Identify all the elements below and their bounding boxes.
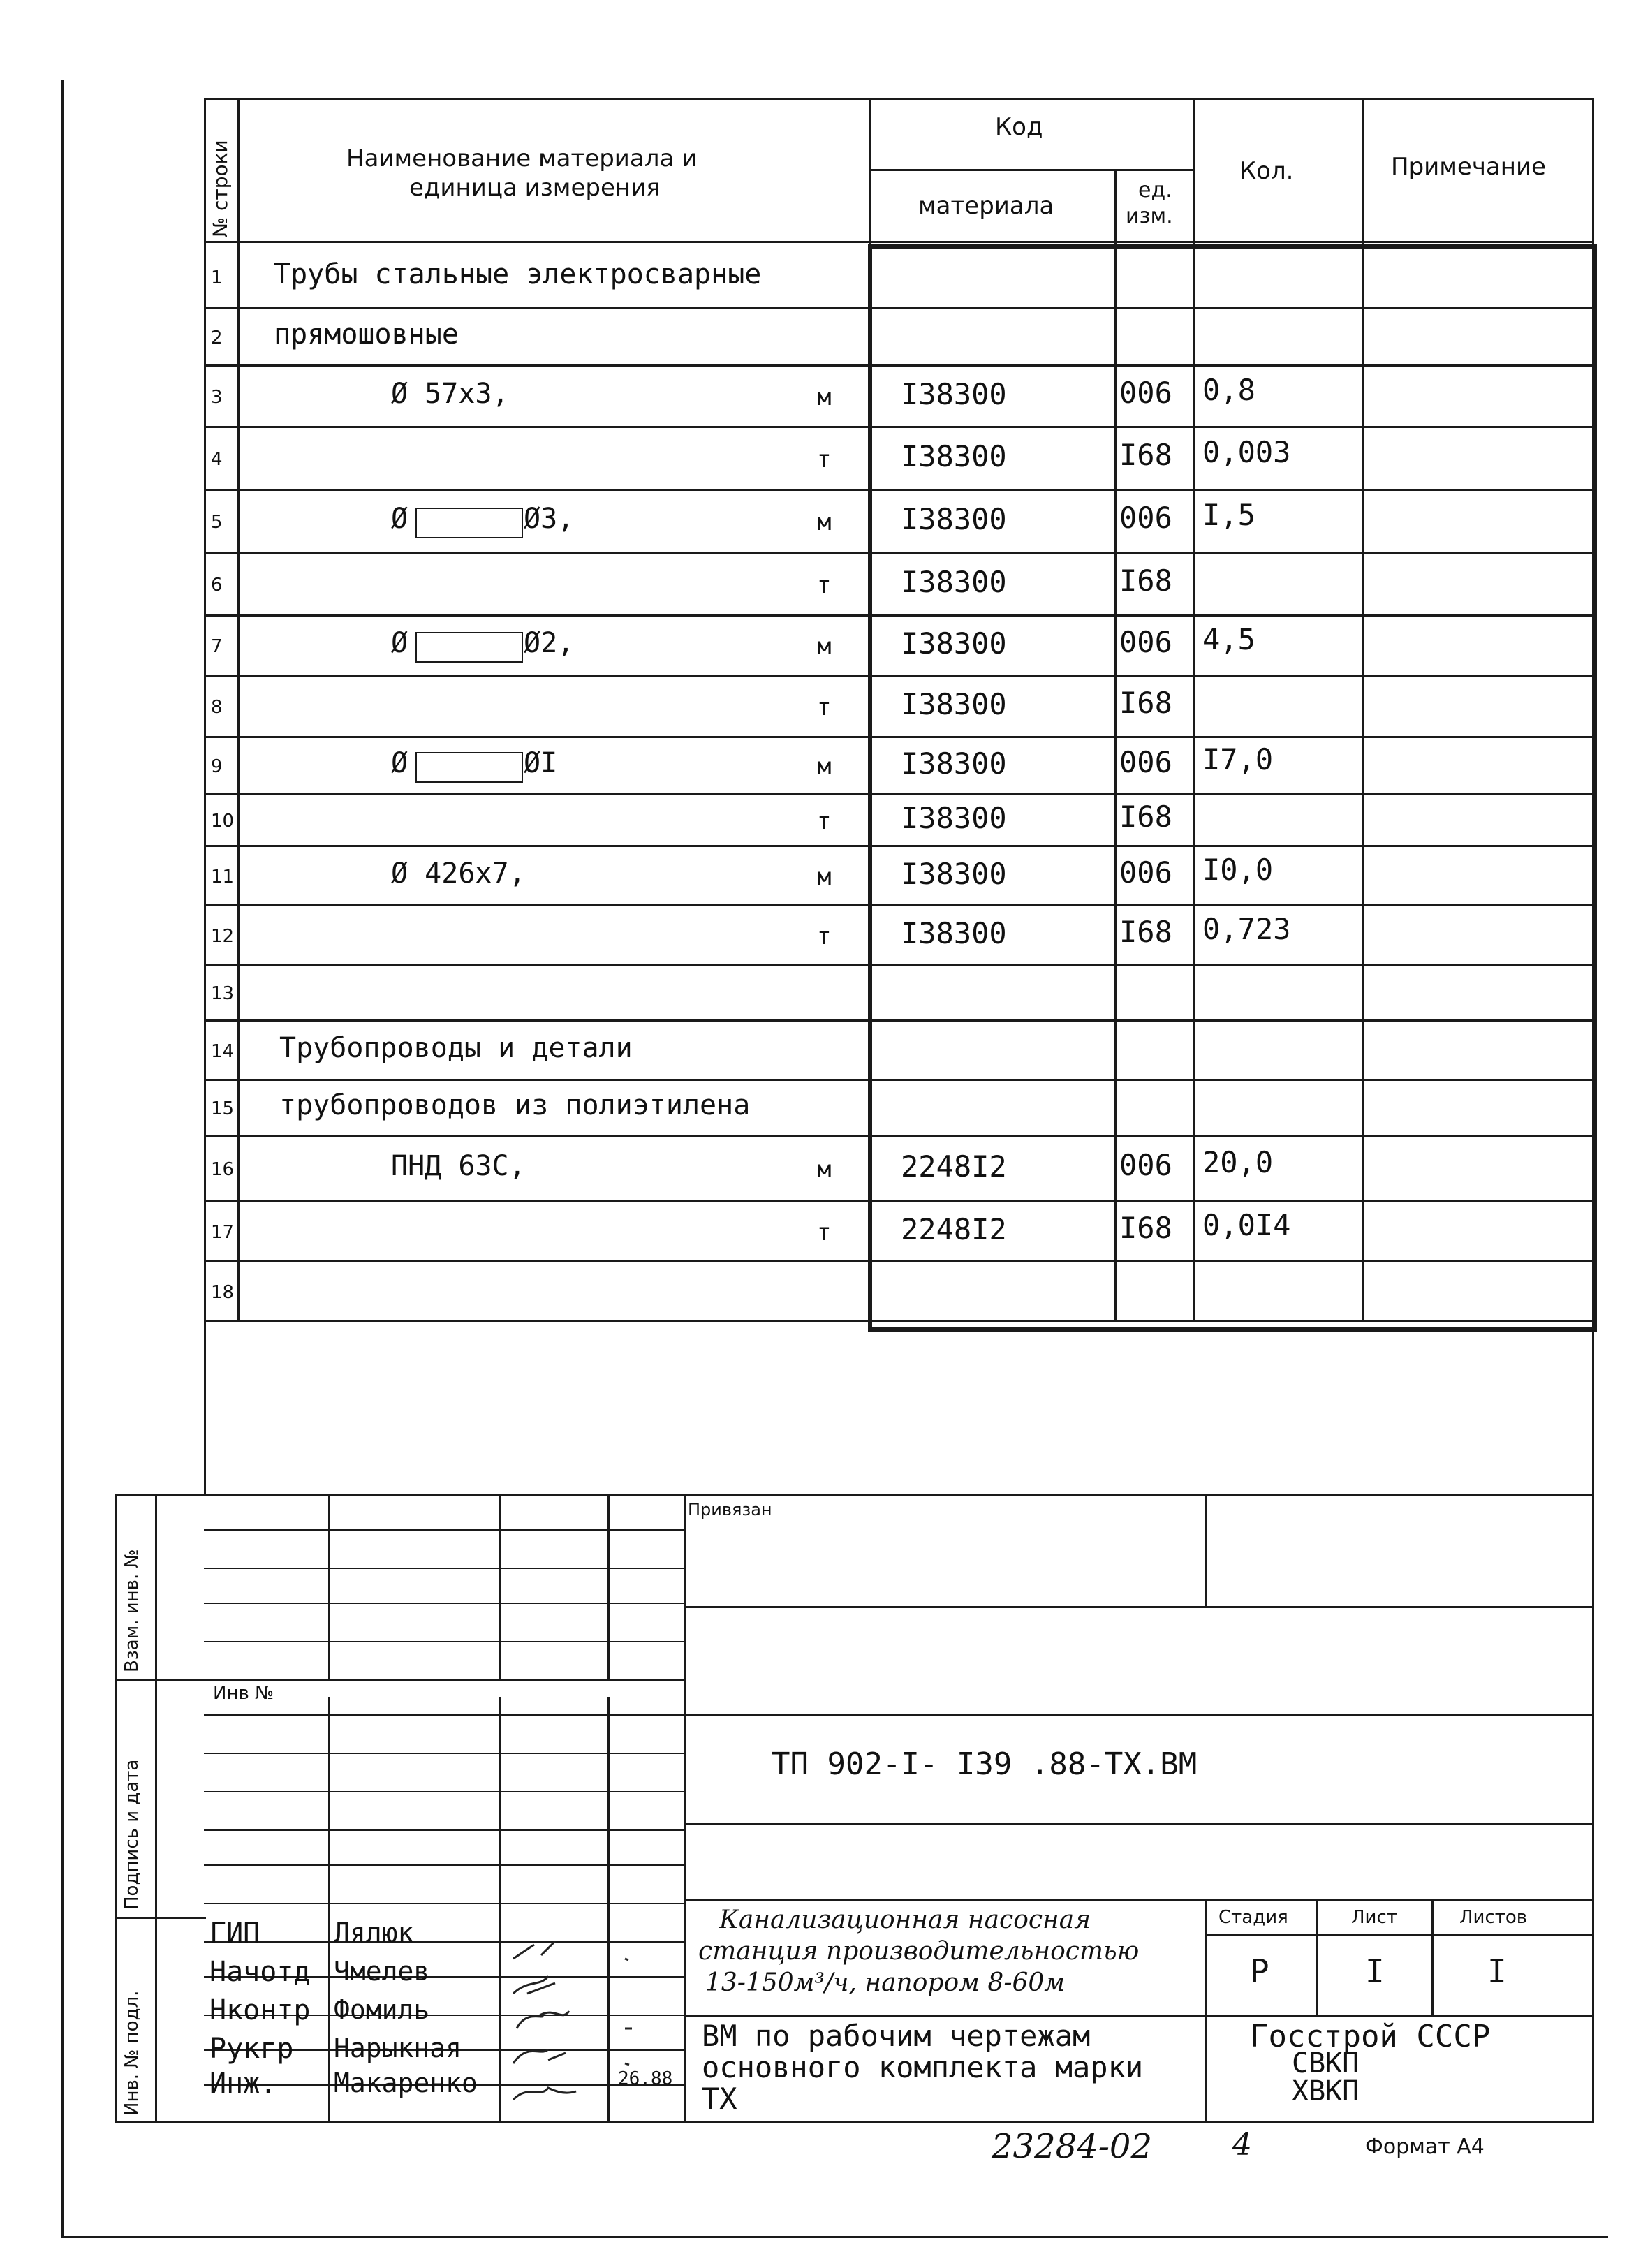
- row-number: 14: [211, 1040, 235, 1062]
- row-name: Ø 57х3,: [391, 378, 509, 410]
- row-quantity: I7,0: [1202, 742, 1274, 776]
- row-divider: [204, 489, 1593, 491]
- row-quantity: 0,723: [1202, 911, 1291, 946]
- name-header-line1: Наименование материала и: [346, 145, 698, 172]
- row-divider: [204, 793, 1593, 795]
- blank-size-field: [415, 508, 523, 538]
- row-divider: [204, 1135, 1593, 1137]
- row-number: 8: [211, 697, 223, 718]
- signer-role: Инж.: [209, 2068, 277, 2100]
- row-unit-code: 006: [1119, 1147, 1172, 1182]
- row-divider: [204, 1079, 1593, 1081]
- org-line1: Госстрой СССР: [1250, 2019, 1491, 2054]
- row-divider: [204, 307, 1593, 309]
- project-title-line2: станция производительностью: [698, 1937, 1140, 1966]
- row-material-code: 2248I2: [901, 1212, 1007, 1246]
- row-divider: [204, 904, 1593, 906]
- row-number: 4: [211, 449, 223, 470]
- row-name: ПНД 63С,: [391, 1149, 526, 1182]
- row-unit: м: [817, 383, 832, 411]
- row-quantity: 0,003: [1202, 435, 1291, 469]
- row-name: Трубопроводы и детали: [279, 1031, 633, 1064]
- row-unit-code: 006: [1119, 501, 1172, 535]
- row-number: 18: [211, 1281, 235, 1303]
- row-unit: т: [817, 922, 832, 950]
- row-unit-code: 006: [1119, 376, 1172, 410]
- row-number: 2: [211, 327, 223, 348]
- row-material-code: I38300: [901, 502, 1007, 536]
- side-label-podpis: Подпись и дата: [121, 1759, 142, 1910]
- row-material-code: I38300: [901, 856, 1007, 891]
- row-name: Ø: [391, 746, 408, 779]
- row-material-code: I38300: [901, 687, 1007, 721]
- left-margin-line: [61, 80, 64, 2238]
- stage-value: Р: [1250, 1952, 1269, 1990]
- row-divider: [204, 736, 1593, 738]
- row-name: Трубы стальные электросварные: [274, 258, 762, 290]
- row-unit-code: I68: [1119, 1210, 1172, 1245]
- row-unit-code: I68: [1119, 799, 1172, 834]
- row-number: 5: [211, 512, 223, 533]
- signer-role: Рукгр: [209, 2033, 294, 2065]
- name-header-line2: единица измерения: [409, 174, 661, 202]
- row-number: 11: [211, 866, 235, 888]
- org-line3: ХВКП: [1292, 2075, 1360, 2107]
- row-divider: [204, 675, 1593, 677]
- row-no-header: № строки: [209, 140, 232, 237]
- signer-date: 26.88: [618, 2068, 673, 2089]
- signer-name: Чмелев: [334, 1956, 430, 1987]
- row-material-code: I38300: [901, 626, 1007, 661]
- row-number: 12: [211, 925, 235, 947]
- row-number: 6: [211, 575, 223, 596]
- row-divider: [204, 364, 1593, 367]
- format-label: Формат А4: [1365, 2135, 1485, 2159]
- qty-header: Кол.: [1239, 157, 1294, 185]
- sheet-label: Лист: [1351, 1907, 1397, 1928]
- note-header: Примечание: [1391, 153, 1546, 181]
- sheet-title-line2: основного комплекта марки: [702, 2050, 1144, 2084]
- row-divider: [204, 426, 1593, 428]
- material-code-header: материала: [918, 192, 1054, 220]
- signer-role: Начотд: [209, 1956, 311, 1988]
- bottom-margin-line: [61, 2236, 1608, 2238]
- row-number: 16: [211, 1158, 235, 1180]
- row-divider: [204, 964, 1593, 966]
- document-code: ТП 902-I- I39 .88-ТХ.ВМ: [772, 1746, 1198, 1782]
- project-title-line1: Канализационная насосная: [719, 1906, 1091, 1934]
- row-quantity: 4,5: [1202, 622, 1255, 656]
- row-name: Ø: [391, 627, 408, 659]
- row-unit: м: [817, 752, 832, 781]
- side-label-vzam: Взам. инв. №: [121, 1549, 142, 1672]
- page-number: 4: [1232, 2127, 1252, 2163]
- row-material-code: I38300: [901, 377, 1007, 411]
- sheet-title-line3: ТХ: [702, 2082, 737, 2116]
- stage-label: Стадия: [1218, 1907, 1288, 1928]
- unit-code-header-line2: изм.: [1126, 204, 1173, 228]
- row-unit: м: [817, 508, 832, 536]
- row-quantity: I,5: [1202, 498, 1255, 532]
- code-header: Код: [995, 113, 1043, 141]
- row-unit-code: I68: [1119, 914, 1172, 949]
- row-number: 17: [211, 1221, 235, 1243]
- row-unit: т: [817, 1218, 832, 1246]
- signer-name: Макаренко: [334, 2068, 478, 2098]
- signer-name: Нарыкная: [334, 2033, 462, 2063]
- row-material-code: 2248I2: [901, 1149, 1007, 1184]
- side-label-inv: Инв. № подл.: [121, 1990, 142, 2116]
- row-number: 1: [211, 267, 223, 288]
- row-quantity: 20,0: [1202, 1144, 1274, 1179]
- row-divider: [204, 1019, 1593, 1022]
- row-unit: т: [817, 446, 832, 473]
- privyazan-label: Привязан: [688, 1500, 772, 1519]
- row-name-suffix: Ø3,: [524, 503, 575, 535]
- row-divider: [204, 1260, 1593, 1262]
- row-name: трубопроводов из полиэтилена: [279, 1089, 751, 1121]
- row-name: Ø: [391, 503, 408, 535]
- row-divider: [204, 552, 1593, 554]
- row-name-suffix: Ø2,: [524, 627, 575, 659]
- row-divider: [204, 845, 1593, 847]
- inv-no-label: Инв №: [213, 1683, 274, 1704]
- blank-size-field: [415, 752, 523, 783]
- project-title-line3: 13-150м³/ч, напором 8-60м: [705, 1968, 1066, 1997]
- row-name: Ø 426х7,: [391, 857, 526, 890]
- unit-code-header-line1: ед.: [1138, 178, 1172, 202]
- row-divider: [204, 1200, 1593, 1202]
- row-quantity: 0,0I4: [1202, 1207, 1291, 1242]
- row-name-suffix: ØI: [524, 746, 558, 779]
- archive-number: 23284-02: [992, 2127, 1152, 2166]
- row-unit: м: [817, 862, 832, 891]
- row-unit-code: 006: [1119, 855, 1172, 890]
- row-quantity: I0,0: [1202, 852, 1274, 887]
- row-unit: т: [817, 571, 832, 599]
- row-number: 7: [211, 636, 223, 657]
- row-divider: [204, 1320, 1593, 1322]
- sheet-title-line1: ВМ по рабочим чертежам: [702, 2019, 1091, 2053]
- row-quantity: 0,8: [1202, 373, 1255, 407]
- signer-role: Нконтр: [209, 1994, 311, 2026]
- signature-scribbles: [499, 1917, 688, 2126]
- row-unit: т: [817, 693, 832, 721]
- blank-size-field: [415, 632, 523, 663]
- row-divider: [204, 614, 1593, 617]
- row-number: 9: [211, 756, 223, 777]
- signer-name: Лялюк: [334, 1917, 414, 1948]
- signer-name: Фомиль: [334, 1994, 430, 2025]
- signer-role: ГИП: [209, 1917, 260, 1950]
- row-unit: м: [817, 1155, 832, 1184]
- row-unit-code: I68: [1119, 564, 1172, 598]
- sheets-value: I: [1487, 1952, 1507, 1990]
- row-unit-code: I68: [1119, 438, 1172, 472]
- org-line2: СВКП: [1292, 2047, 1360, 2079]
- row-unit: м: [817, 633, 832, 661]
- sheet-value: I: [1365, 1952, 1385, 1990]
- row-material-code: I38300: [901, 439, 1007, 473]
- row-unit-code: 006: [1119, 744, 1172, 779]
- row-material-code: I38300: [901, 800, 1007, 835]
- row-unit-code: 006: [1119, 625, 1172, 659]
- row-number: 10: [211, 810, 235, 832]
- row-number: 15: [211, 1098, 235, 1119]
- row-number: 13: [211, 983, 235, 1004]
- row-unit-code: I68: [1119, 686, 1172, 720]
- row-unit: т: [817, 807, 832, 835]
- row-material-code: I38300: [901, 565, 1007, 599]
- row-material-code: I38300: [901, 915, 1007, 950]
- sheets-label: Листов: [1459, 1907, 1528, 1928]
- row-number: 3: [211, 387, 223, 408]
- row-name: прямошовные: [274, 318, 459, 351]
- row-material-code: I38300: [901, 746, 1007, 781]
